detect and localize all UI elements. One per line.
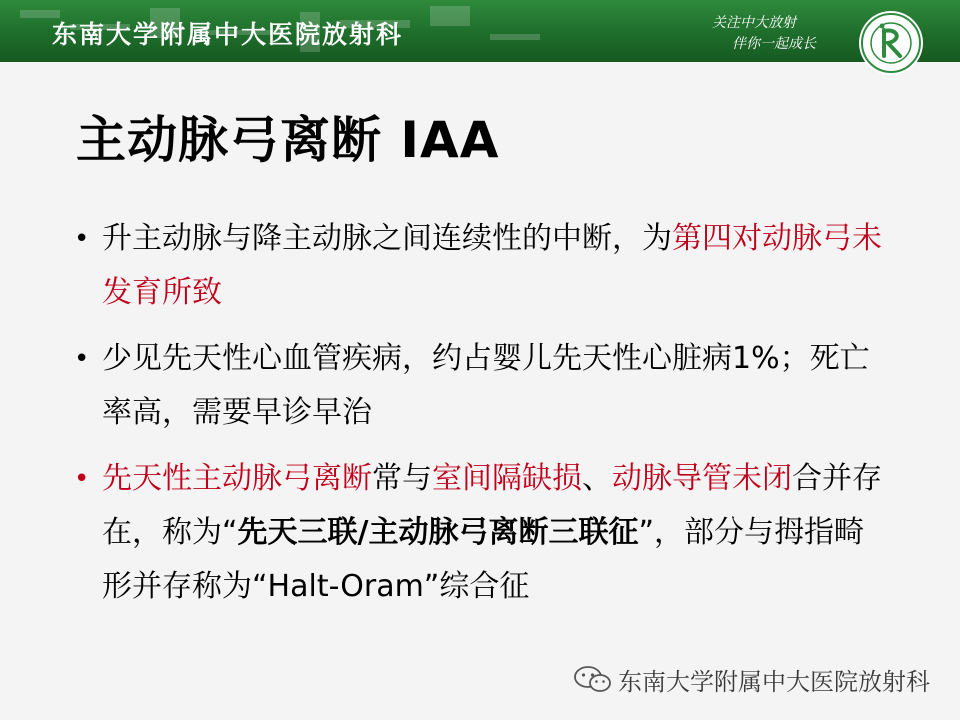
bullet-3-run-5: 动脉导管未闭	[612, 461, 792, 496]
bullet-1-run-1: 升主动脉与降主动脉之间连续性的中断，为	[102, 221, 672, 256]
bullet-3-run-2: 常与	[372, 461, 432, 496]
bullet-list	[72, 212, 892, 626]
bullet-3-run-4: 、	[582, 461, 612, 496]
hospital-radiology-logo-icon	[858, 10, 924, 76]
bullet-item-1	[72, 212, 892, 320]
footer-watermark-text: 东南大学附属中大医院放射科	[618, 668, 930, 696]
header-bar	[0, 0, 960, 62]
page-title: 主动脉弓离断 IAA	[76, 111, 500, 169]
bullet-3-run-3: 室间隔缺损	[432, 461, 582, 496]
bullet-dot: •	[74, 464, 90, 494]
header-slogan-line2: 伴你一起成长	[732, 36, 816, 52]
bullet-1-run-2: 第四对动脉弓未发育所致	[102, 221, 882, 310]
bullet-item-2	[72, 332, 892, 440]
bullet-dot: •	[74, 224, 90, 254]
header-title: 东南大学附属中大医院放射科	[52, 20, 404, 49]
header-slogan-line1: 关注中大放射	[712, 15, 796, 31]
bullet-3-run-8: ”，部分与拇指畸形并存称为“Halt-Oram”综合征	[102, 515, 865, 604]
bullet-2-run-1: 少见先天性心血管疾病，约占婴儿先天性心脏病1%；死亡率高，需要早诊早治	[102, 341, 870, 430]
bullet-3-run-7: 先天三联/主动脉弓离断三联征	[237, 515, 639, 550]
bullet-item-3	[72, 452, 892, 614]
bullet-dot: •	[74, 344, 90, 374]
bullet-3-run-6: 合并存在，称为“	[102, 461, 882, 550]
wechat-icon	[572, 664, 614, 694]
bullet-3-run-1: 先天性主动脉弓离断	[102, 461, 372, 496]
